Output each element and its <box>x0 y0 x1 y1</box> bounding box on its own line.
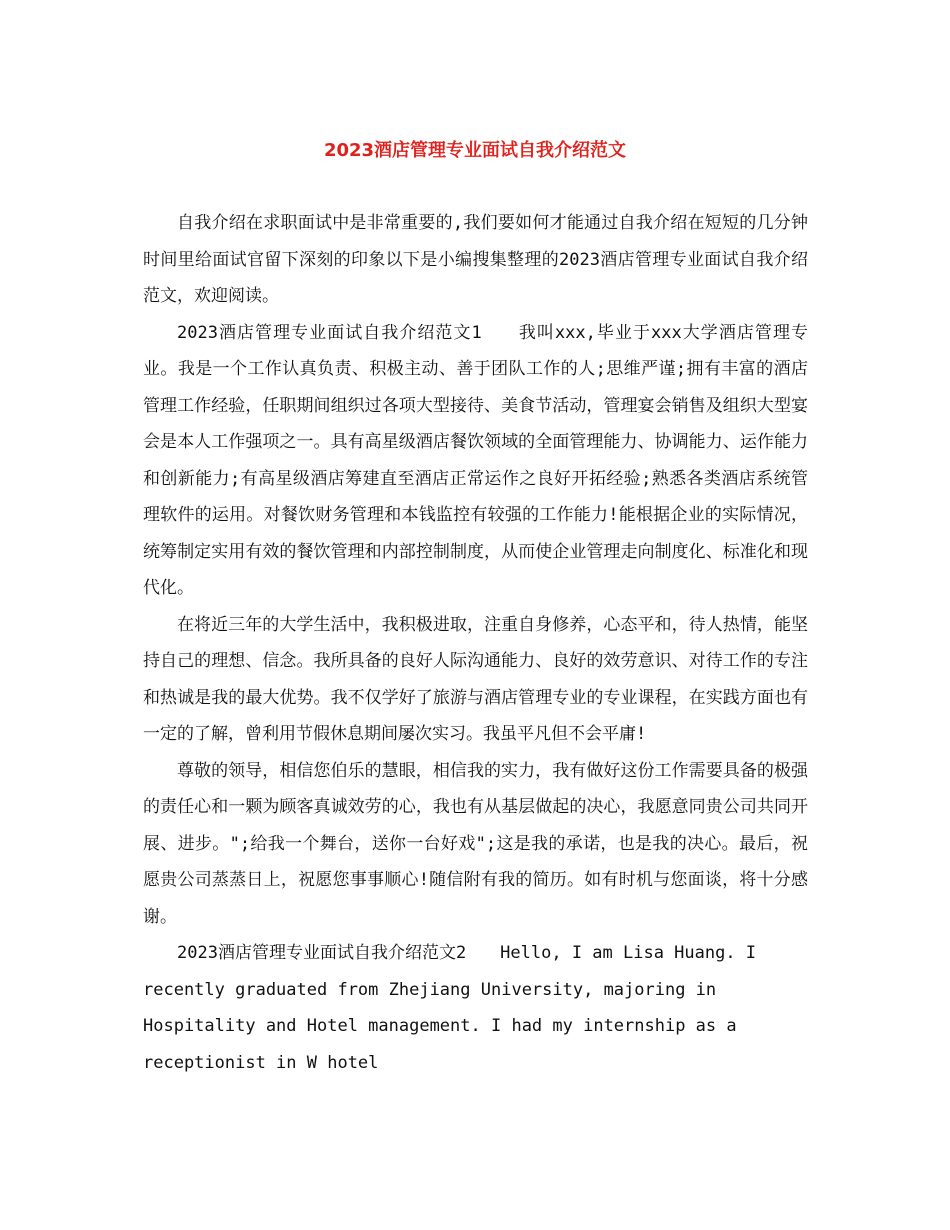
paragraph-closing: 尊敬的领导，相信您伯乐的慧眼，相信我的实力，我有做好这份工作需要具备的极强的责任心和一颗为顾客真诚效劳的心，我也有从基层做起的决心，我愿意同贵公司共同开展、进步。";给我一个舞台，送你一台好戏";这是我的承诺，也是我的决心。最后，祝愿贵公司蒸蒸日上，祝愿您事事顺心!随信附有我的简历。如有时机与您面谈，将十分感谢。 <box>143 760 808 927</box>
paragraph-sample-1: 2023酒店管理专业面试自我介绍范文1 我叫xxx,毕业于xxx大学酒店管理专业。我是一个工作认真负责、积极主动、善于团队工作的人;思维严谨;拥有丰富的酒店管理工作经验，任职期间组织过各项大型接待、美食节活动，管理宴会销售及组织大型宴会是本人工作强项之一。具有高星级酒店餐饮领域的全面管理能力、协调能力、运作能力和创新能力;有高星级酒店筹建直至酒店正常运作之良好开拓经验;熟悉各类酒店系统管理软件的运用。对餐饮财务管理和本钱监控有较强的工作能力!能根据企业的实际情况，统筹制定实用有效的餐饮管理和内部控制制度，从而使企业管理走向制度化、标准化和现代化。 <box>143 322 808 598</box>
paragraph-sample-2: 2023酒店管理专业面试自我介绍范文2 Hello, I am Lisa Huang. I recently graduated from Zhejiang University, majoring in Hospitality and Hotel management. I had my internship as a receptionist in W hotel <box>143 943 757 1073</box>
paragraph-intro: 自我介绍在求职面试中是非常重要的,我们要如何才能通过自我介绍在短短的几分钟时间里给面试官留下深刻的印象以下是小编搜集整理的2023酒店管理专业面试自我介绍范文，欢迎阅读。 <box>143 213 808 306</box>
document-title: 2023酒店管理专业面试自我介绍范文 <box>323 140 627 161</box>
paragraph-college-life: 在将近三年的大学生活中，我积极进取，注重自身修养，心态平和，待人热情，能坚持自己的理想、信念。我所具备的良好人际沟通能力、良好的效劳意识、对待工作的专注和热诚是我的最大优势。我不仅学好了旅游与酒店管理专业的专业课程，在实践方面也有一定的了解，曾利用节假休息期间屡次实习。我虽平凡但不会平庸! <box>143 614 808 744</box>
document-body <box>143 205 808 1081</box>
